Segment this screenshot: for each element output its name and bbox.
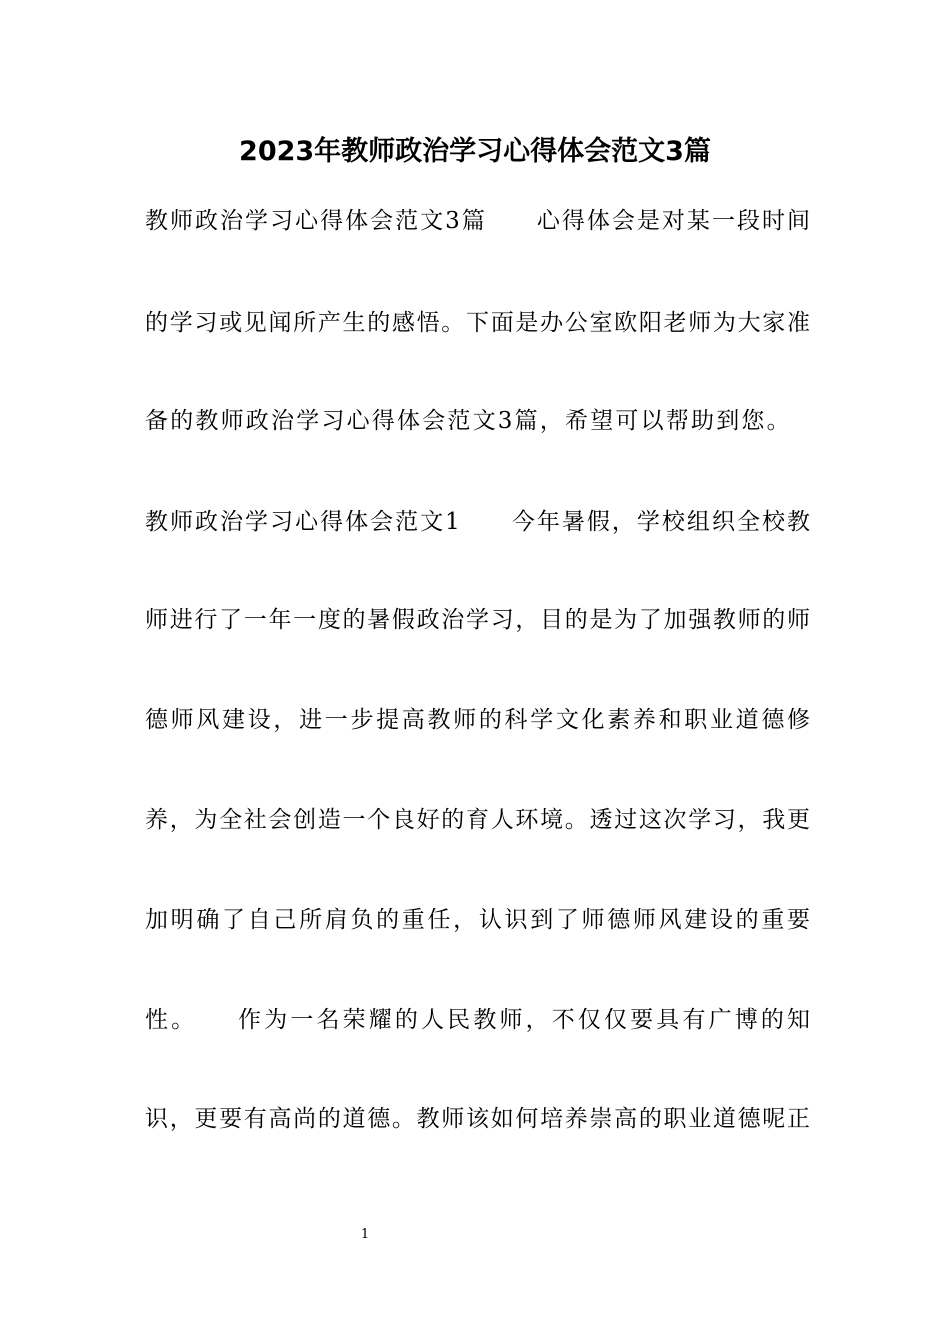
body-line-3: 备的教师政治学习心得体会范文3篇，希望可以帮助到您。 — [145, 408, 792, 434]
body-line-1: 教师政治学习心得体会范文3篇 心得体会是对某一段时间 — [145, 208, 810, 234]
document-title: 2023年教师政治学习心得体会范文3篇 — [239, 136, 711, 167]
body-line-6: 德师风建设，进一步提高教师的科学文化素养和职业道德修 — [145, 707, 810, 733]
body-line-2: 的学习或见闻所产生的感悟。下面是办公室欧阳老师为大家准 — [145, 310, 810, 336]
body-line-4: 教师政治学习心得体会范文1 今年暑假，学校组织全校教 — [145, 509, 810, 535]
body-line-7: 养，为全社会创造一个良好的育人环境。透过这次学习，我更 — [145, 807, 810, 833]
body-line-10: 识，更要有高尚的道德。教师该如何培养崇高的职业道德呢正 — [145, 1106, 810, 1132]
page-number: 1 — [360, 1227, 370, 1242]
body-line-9: 性。 作为一名荣耀的人民教师，不仅仅要具有广博的知 — [145, 1007, 810, 1033]
body-line-8: 加明确了自己所肩负的重任，认识到了师德师风建设的重要 — [145, 907, 810, 933]
body-line-5: 师进行了一年一度的暑假政治学习，目的是为了加强教师的师 — [145, 607, 810, 633]
